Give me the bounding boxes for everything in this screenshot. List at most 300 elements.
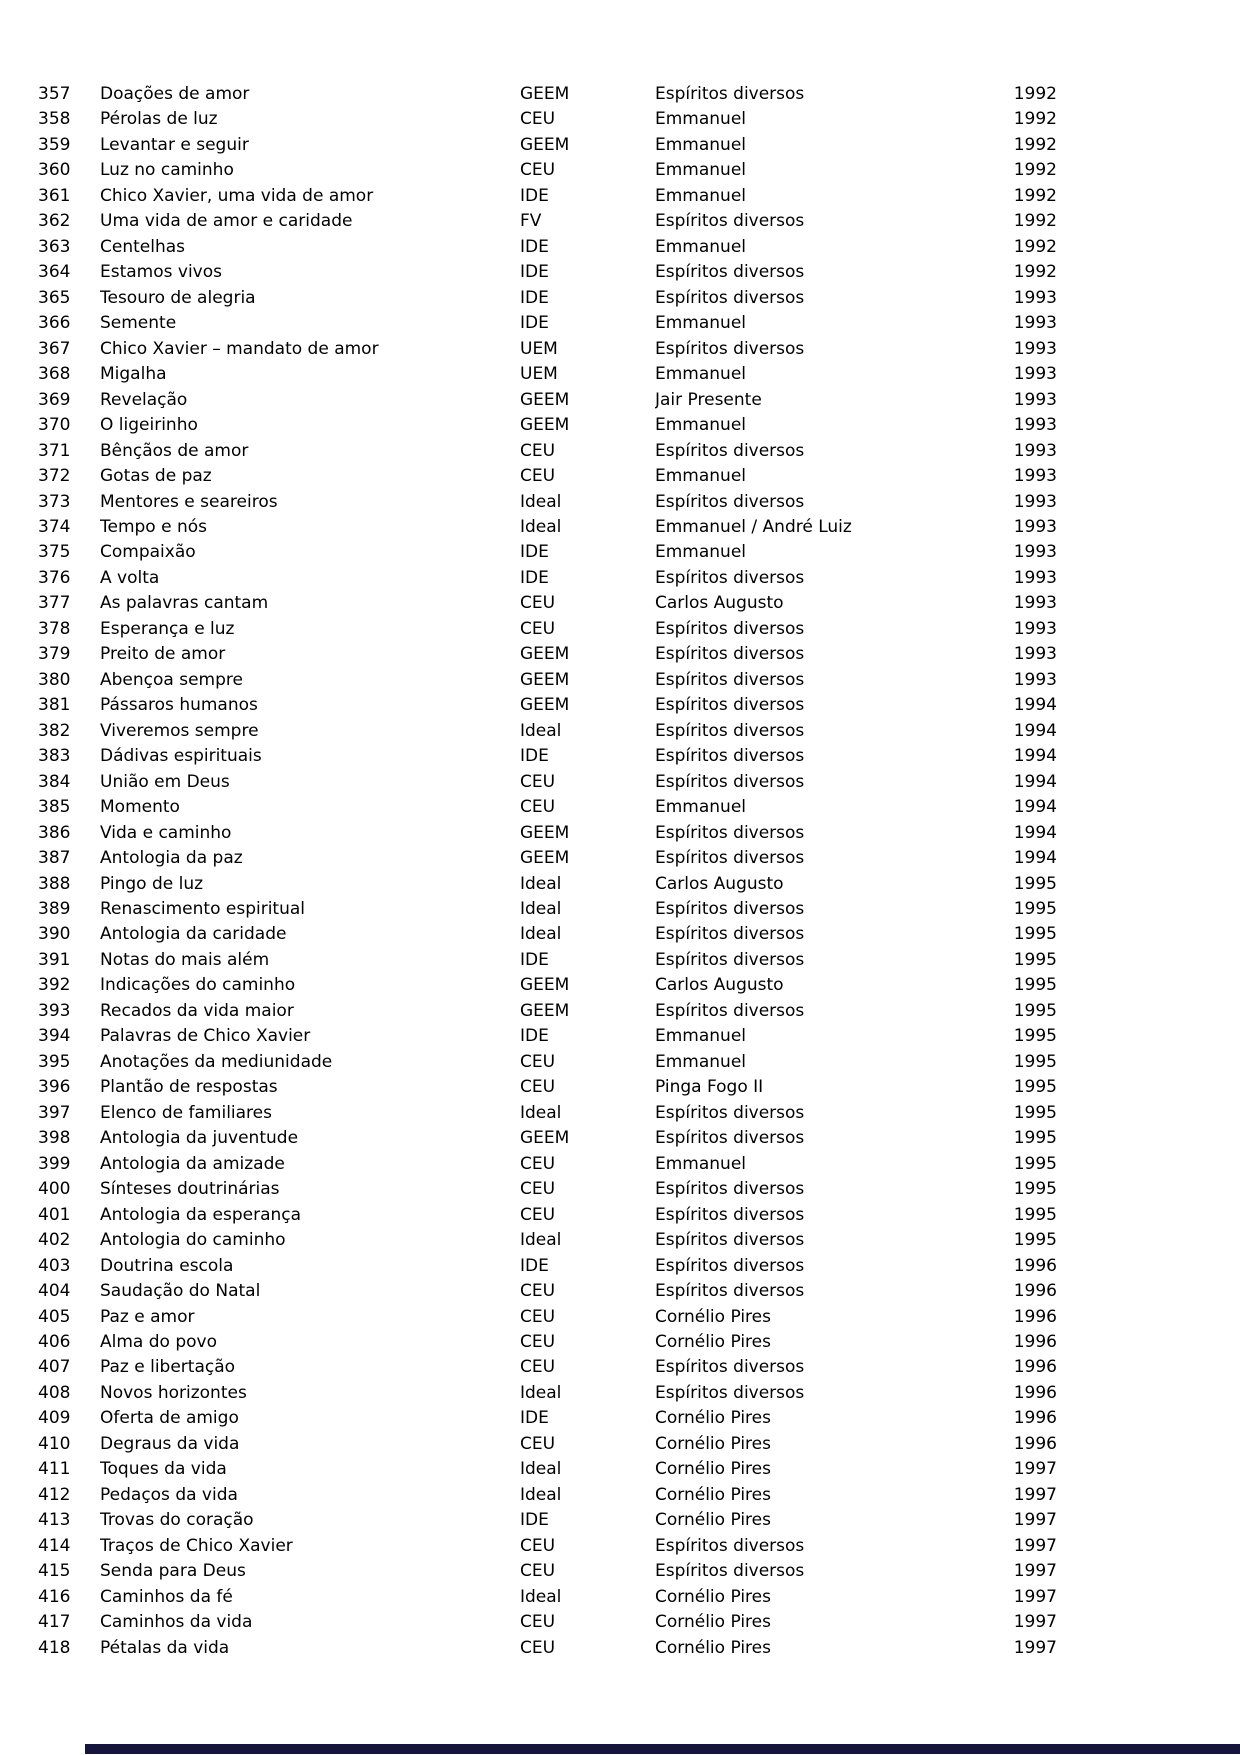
cell-publisher: IDE (520, 746, 549, 767)
cell-year: 1994 (1013, 720, 1057, 741)
cell-author: Cornélio Pires (655, 1306, 771, 1327)
cell-year: 1996 (1013, 1331, 1057, 1352)
cell-title: As palavras cantam (100, 593, 269, 614)
cell-author: Emmanuel (655, 185, 747, 206)
cell-year: 1992 (1013, 185, 1057, 206)
cell-publisher: Ideal (520, 720, 562, 741)
cell-number: 389 (38, 899, 71, 919)
cell-number: 406 (38, 1331, 71, 1352)
table-row (0, 158, 1240, 183)
cell-author: Emmanuel (655, 1051, 747, 1072)
cell-publisher: IDE (520, 542, 549, 563)
cell-year: 1994 (1013, 695, 1057, 716)
table-row (0, 1101, 1240, 1126)
cell-number: 373 (38, 491, 71, 512)
cell-year: 1995 (1013, 1153, 1057, 1174)
cell-publisher: GEEM (520, 669, 570, 690)
cell-author: Cornélio Pires (655, 1637, 771, 1658)
table-row (0, 490, 1240, 515)
cell-title: Uma vida de amor e caridade (100, 211, 353, 232)
cell-title: Paz e libertação (100, 1357, 236, 1378)
cell-number: 357 (38, 84, 71, 104)
cell-author: Cornélio Pires (655, 1408, 771, 1429)
cell-year: 1993 (1013, 313, 1057, 334)
table-row (0, 948, 1240, 973)
cell-publisher: CEU (520, 1433, 556, 1454)
cell-number: 362 (38, 211, 71, 232)
cell-publisher: CEU (520, 160, 556, 181)
cell-year: 1993 (1013, 542, 1057, 563)
table-row (0, 286, 1240, 311)
cell-year: 1993 (1013, 618, 1057, 639)
cell-number: 405 (38, 1306, 71, 1327)
cell-year: 1995 (1013, 949, 1057, 970)
cell-title: Antologia da amizade (100, 1153, 285, 1174)
cell-author: Espíritos diversos (655, 440, 805, 461)
cell-number: 385 (38, 797, 71, 818)
table-row (0, 1228, 1240, 1253)
table-row (0, 1305, 1240, 1330)
cell-publisher: IDE (520, 262, 549, 283)
cell-publisher: CEU (520, 440, 556, 461)
table-row (0, 235, 1240, 260)
cell-publisher: CEU (520, 1561, 556, 1582)
cell-year: 1996 (1013, 1306, 1057, 1327)
cell-title: Esperança e luz (100, 618, 235, 639)
cell-author: Espíritos diversos (655, 1179, 805, 1200)
cell-title: Abençoa sempre (100, 669, 243, 690)
cell-title: Tesouro de alegria (100, 287, 256, 308)
cell-title: Caminhos da fé (100, 1586, 233, 1607)
cell-author: Cornélio Pires (655, 1510, 771, 1531)
cell-year: 1996 (1013, 1357, 1057, 1378)
cell-title: Pérolas de luz (100, 109, 218, 130)
cell-number: 365 (38, 287, 71, 308)
cell-title: Pássaros humanos (100, 695, 258, 716)
cell-title: Momento (100, 797, 180, 818)
cell-year: 1997 (1013, 1459, 1057, 1480)
cell-publisher: GEEM (520, 415, 570, 436)
table-row (0, 515, 1240, 540)
table-row (0, 1050, 1240, 1075)
cell-publisher: GEEM (520, 695, 570, 716)
cell-year: 1993 (1013, 516, 1057, 537)
cell-year: 1995 (1013, 1000, 1057, 1021)
cell-number: 381 (38, 695, 71, 716)
cell-number: 403 (38, 1255, 71, 1276)
table-row (0, 1585, 1240, 1610)
table-row (0, 1457, 1240, 1482)
cell-author: Emmanuel (655, 364, 747, 385)
cell-year: 1995 (1013, 1128, 1057, 1149)
cell-number: 374 (38, 516, 71, 537)
cell-author: Emmanuel (655, 415, 747, 436)
cell-year: 1994 (1013, 771, 1057, 792)
cell-year: 1992 (1013, 134, 1057, 155)
cell-title: Plantão de respostas (100, 1077, 278, 1098)
table-row (0, 1432, 1240, 1457)
cell-publisher: GEEM (520, 134, 570, 155)
table-row (0, 821, 1240, 846)
table-row (0, 1024, 1240, 1049)
table-row (0, 872, 1240, 897)
cell-year: 1995 (1013, 1230, 1057, 1251)
cell-publisher: CEU (520, 1637, 556, 1658)
cell-year: 1993 (1013, 389, 1057, 410)
cell-author: Emmanuel (655, 236, 747, 257)
cell-publisher: CEU (520, 618, 556, 639)
cell-author: Emmanuel (655, 797, 747, 818)
cell-number: 412 (38, 1484, 71, 1505)
table-row (0, 999, 1240, 1024)
cell-author: Emmanuel / André Luiz (655, 516, 852, 537)
cell-author: Cornélio Pires (655, 1484, 771, 1505)
cell-number: 395 (38, 1051, 71, 1072)
table-row (0, 540, 1240, 565)
cell-author: Espíritos diversos (655, 695, 805, 716)
table-row (0, 1406, 1240, 1431)
cell-number: 401 (38, 1204, 71, 1225)
cell-author: Emmanuel (655, 313, 747, 334)
cell-year: 1997 (1013, 1637, 1057, 1658)
cell-number: 391 (38, 949, 71, 970)
cell-author: Espíritos diversos (655, 84, 805, 104)
cell-title: Estamos vivos (100, 262, 223, 283)
cell-year: 1995 (1013, 1102, 1057, 1123)
cell-title: Traços de Chico Xavier (100, 1535, 293, 1556)
cell-author: Espíritos diversos (655, 771, 805, 792)
cell-publisher: FV (520, 211, 542, 232)
cell-year: 1993 (1013, 644, 1057, 665)
table-row (0, 82, 1240, 107)
cell-publisher: CEU (520, 771, 556, 792)
cell-author: Emmanuel (655, 466, 747, 487)
cell-author: Espíritos diversos (655, 848, 805, 869)
cell-author: Espíritos diversos (655, 1357, 805, 1378)
cell-year: 1995 (1013, 1179, 1057, 1200)
cell-number: 390 (38, 924, 71, 945)
table-row (0, 1177, 1240, 1202)
cell-title: Pingo de luz (100, 873, 204, 894)
cell-author: Espíritos diversos (655, 899, 805, 919)
cell-title: O ligeirinho (100, 415, 198, 436)
cell-number: 366 (38, 313, 71, 334)
table-row (0, 846, 1240, 871)
cell-author: Espíritos diversos (655, 262, 805, 283)
cell-publisher: GEEM (520, 389, 570, 410)
cell-year: 1993 (1013, 440, 1057, 461)
cell-title: Chico Xavier, uma vida de amor (100, 185, 374, 206)
cell-publisher: UEM (520, 364, 558, 385)
cell-publisher: GEEM (520, 644, 570, 665)
cell-publisher: CEU (520, 466, 556, 487)
cell-author: Espíritos diversos (655, 1102, 805, 1123)
cell-publisher: IDE (520, 287, 549, 308)
cell-author: Espíritos diversos (655, 1204, 805, 1225)
cell-title: Bênçãos de amor (100, 440, 249, 461)
cell-title: Saudação do Natal (100, 1281, 261, 1302)
cell-title: Indicações do caminho (100, 975, 296, 996)
table-row (0, 1534, 1240, 1559)
cell-number: 370 (38, 415, 71, 436)
cell-author: Espíritos diversos (655, 567, 805, 588)
table-row (0, 719, 1240, 744)
cell-year: 1992 (1013, 211, 1057, 232)
table-row (0, 1610, 1240, 1635)
cell-year: 1992 (1013, 236, 1057, 257)
cell-title: Palavras de Chico Xavier (100, 1026, 311, 1047)
cell-year: 1993 (1013, 364, 1057, 385)
table-row (0, 1203, 1240, 1228)
cell-author: Espíritos diversos (655, 491, 805, 512)
cell-year: 1992 (1013, 262, 1057, 283)
cell-publisher: CEU (520, 797, 556, 818)
table-row (0, 591, 1240, 616)
cell-author: Espíritos diversos (655, 1230, 805, 1251)
cell-title: Anotações da mediunidade (100, 1051, 333, 1072)
cell-number: 407 (38, 1357, 71, 1378)
cell-publisher: IDE (520, 236, 549, 257)
cell-number: 379 (38, 644, 71, 665)
cell-year: 1994 (1013, 797, 1057, 818)
table-row (0, 1483, 1240, 1508)
cell-author: Espíritos diversos (655, 669, 805, 690)
cell-publisher: GEEM (520, 84, 570, 104)
cell-author: Cornélio Pires (655, 1612, 771, 1633)
cell-year: 1992 (1013, 160, 1057, 181)
table-row (0, 107, 1240, 132)
cell-number: 377 (38, 593, 71, 614)
cell-publisher: Ideal (520, 1230, 562, 1251)
table-row (0, 1279, 1240, 1304)
cell-publisher: CEU (520, 1153, 556, 1174)
cell-year: 1994 (1013, 848, 1057, 869)
table-row (0, 1254, 1240, 1279)
cell-title: Vida e caminho (100, 822, 232, 843)
cell-year: 1995 (1013, 873, 1057, 894)
cell-year: 1993 (1013, 415, 1057, 436)
table-row (0, 337, 1240, 362)
cell-number: 418 (38, 1637, 71, 1658)
cell-publisher: Ideal (520, 924, 562, 945)
cell-number: 392 (38, 975, 71, 996)
cell-author: Espíritos diversos (655, 720, 805, 741)
cell-publisher: CEU (520, 593, 556, 614)
table-row (0, 1152, 1240, 1177)
table-row (0, 973, 1240, 998)
cell-title: A volta (100, 567, 160, 588)
cell-author: Espíritos diversos (655, 618, 805, 639)
cell-number: 415 (38, 1561, 71, 1582)
table-row (0, 1075, 1240, 1100)
cell-number: 384 (38, 771, 71, 792)
cell-number: 417 (38, 1612, 71, 1633)
cell-publisher: Ideal (520, 1102, 562, 1123)
cell-title: Pétalas da vida (100, 1637, 230, 1658)
cell-title: Elenco de familiares (100, 1102, 272, 1123)
cell-publisher: CEU (520, 1077, 556, 1098)
cell-author: Espíritos diversos (655, 644, 805, 665)
table-row (0, 770, 1240, 795)
cell-number: 383 (38, 746, 71, 767)
cell-publisher: GEEM (520, 975, 570, 996)
cell-publisher: IDE (520, 1255, 549, 1276)
cell-year: 1993 (1013, 567, 1057, 588)
cell-author: Cornélio Pires (655, 1433, 771, 1454)
cell-author: Emmanuel (655, 109, 747, 130)
cell-title: Gotas de paz (100, 466, 212, 487)
cell-year: 1995 (1013, 975, 1057, 996)
cell-year: 1997 (1013, 1561, 1057, 1582)
cell-number: 364 (38, 262, 71, 283)
cell-number: 367 (38, 338, 71, 359)
cell-title: Novos horizontes (100, 1382, 247, 1403)
cell-year: 1997 (1013, 1535, 1057, 1556)
cell-number: 376 (38, 567, 71, 588)
table-row (0, 1330, 1240, 1355)
cell-author: Carlos Augusto (655, 593, 784, 614)
cell-publisher: CEU (520, 1535, 556, 1556)
cell-title: Mentores e seareiros (100, 491, 278, 512)
cell-year: 1997 (1013, 1510, 1057, 1531)
cell-number: 402 (38, 1230, 71, 1251)
table-row (0, 184, 1240, 209)
cell-author: Espíritos diversos (655, 1535, 805, 1556)
cell-year: 1995 (1013, 1051, 1057, 1072)
cell-publisher: GEEM (520, 1000, 570, 1021)
cell-title: Antologia da paz (100, 848, 243, 869)
cell-author: Espíritos diversos (655, 338, 805, 359)
cell-number: 380 (38, 669, 71, 690)
cell-publisher: IDE (520, 185, 549, 206)
cell-number: 394 (38, 1026, 71, 1047)
cell-title: Toques da vida (100, 1459, 227, 1480)
cell-number: 409 (38, 1408, 71, 1429)
cell-publisher: CEU (520, 1357, 556, 1378)
cell-title: Luz no caminho (100, 160, 234, 181)
cell-number: 413 (38, 1510, 71, 1531)
cell-publisher: IDE (520, 1026, 549, 1047)
cell-number: 378 (38, 618, 71, 639)
cell-author: Carlos Augusto (655, 975, 784, 996)
table-row (0, 311, 1240, 336)
cell-publisher: Ideal (520, 516, 562, 537)
table-row (0, 133, 1240, 158)
cell-publisher: Ideal (520, 1484, 562, 1505)
cell-number: 400 (38, 1179, 71, 1200)
cell-year: 1993 (1013, 593, 1057, 614)
cell-year: 1996 (1013, 1382, 1057, 1403)
cell-number: 369 (38, 389, 71, 410)
cell-publisher: UEM (520, 338, 558, 359)
cell-number: 404 (38, 1281, 71, 1302)
cell-author: Espíritos diversos (655, 1000, 805, 1021)
cell-publisher: Ideal (520, 491, 562, 512)
cell-number: 396 (38, 1077, 71, 1098)
cell-number: 410 (38, 1433, 71, 1454)
cell-year: 1993 (1013, 287, 1057, 308)
cell-year: 1995 (1013, 1204, 1057, 1225)
cell-title: Levantar e seguir (100, 134, 249, 155)
cell-title: Antologia da juventude (100, 1128, 299, 1149)
cell-author: Espíritos diversos (655, 949, 805, 970)
cell-title: Sínteses doutrinárias (100, 1179, 280, 1200)
cell-author: Espíritos diversos (655, 1561, 805, 1582)
cell-title: Viveremos sempre (100, 720, 259, 741)
table-row (0, 413, 1240, 438)
cell-title: Antologia do caminho (100, 1230, 286, 1251)
cell-number: 361 (38, 185, 71, 206)
cell-number: 393 (38, 1000, 71, 1021)
cell-title: Preito de amor (100, 644, 226, 665)
cell-publisher: CEU (520, 1281, 556, 1302)
cell-publisher: Ideal (520, 1382, 562, 1403)
cell-year: 1993 (1013, 669, 1057, 690)
cell-author: Emmanuel (655, 134, 747, 155)
cell-number: 388 (38, 873, 71, 894)
cell-title: Alma do povo (100, 1331, 217, 1352)
cell-publisher: CEU (520, 1179, 556, 1200)
cell-author: Espíritos diversos (655, 287, 805, 308)
cell-title: Recados da vida maior (100, 1000, 294, 1021)
cell-publisher: CEU (520, 109, 556, 130)
cell-publisher: IDE (520, 567, 549, 588)
cell-publisher: GEEM (520, 1128, 570, 1149)
table-row (0, 464, 1240, 489)
cell-year: 1993 (1013, 338, 1057, 359)
cell-author: Emmanuel (655, 1153, 747, 1174)
table-row (0, 1381, 1240, 1406)
cell-title: Degraus da vida (100, 1433, 240, 1454)
cell-number: 408 (38, 1382, 71, 1403)
cell-author: Espíritos diversos (655, 1255, 805, 1276)
cell-number: 399 (38, 1153, 71, 1174)
cell-author: Carlos Augusto (655, 873, 784, 894)
cell-title: Centelhas (100, 236, 185, 257)
cell-author: Cornélio Pires (655, 1459, 771, 1480)
table-row (0, 1508, 1240, 1533)
cell-publisher: CEU (520, 1612, 556, 1633)
cell-year: 1995 (1013, 1026, 1057, 1047)
cell-publisher: CEU (520, 1204, 556, 1225)
table-row (0, 1126, 1240, 1151)
cell-number: 358 (38, 109, 71, 130)
cell-year: 1997 (1013, 1612, 1057, 1633)
cell-author: Espíritos diversos (655, 1281, 805, 1302)
cell-publisher: IDE (520, 1510, 549, 1531)
cell-year: 1994 (1013, 746, 1057, 767)
cell-title: Tempo e nós (100, 516, 208, 537)
cell-author: Cornélio Pires (655, 1331, 771, 1352)
cell-title: Migalha (100, 364, 167, 385)
cell-publisher: Ideal (520, 873, 562, 894)
cell-year: 1993 (1013, 466, 1057, 487)
book-table (0, 82, 1240, 1661)
table-row (0, 922, 1240, 947)
table-row (0, 1355, 1240, 1380)
cell-year: 1996 (1013, 1433, 1057, 1454)
table-row (0, 795, 1240, 820)
cell-number: 372 (38, 466, 71, 487)
cell-title: Notas do mais além (100, 949, 270, 970)
table-row (0, 668, 1240, 693)
cell-year: 1996 (1013, 1255, 1057, 1276)
cell-author: Espíritos diversos (655, 211, 805, 232)
cell-title: União em Deus (100, 771, 230, 792)
cell-year: 1992 (1013, 84, 1057, 104)
cell-number: 398 (38, 1128, 71, 1149)
cell-title: Caminhos da vida (100, 1612, 253, 1633)
